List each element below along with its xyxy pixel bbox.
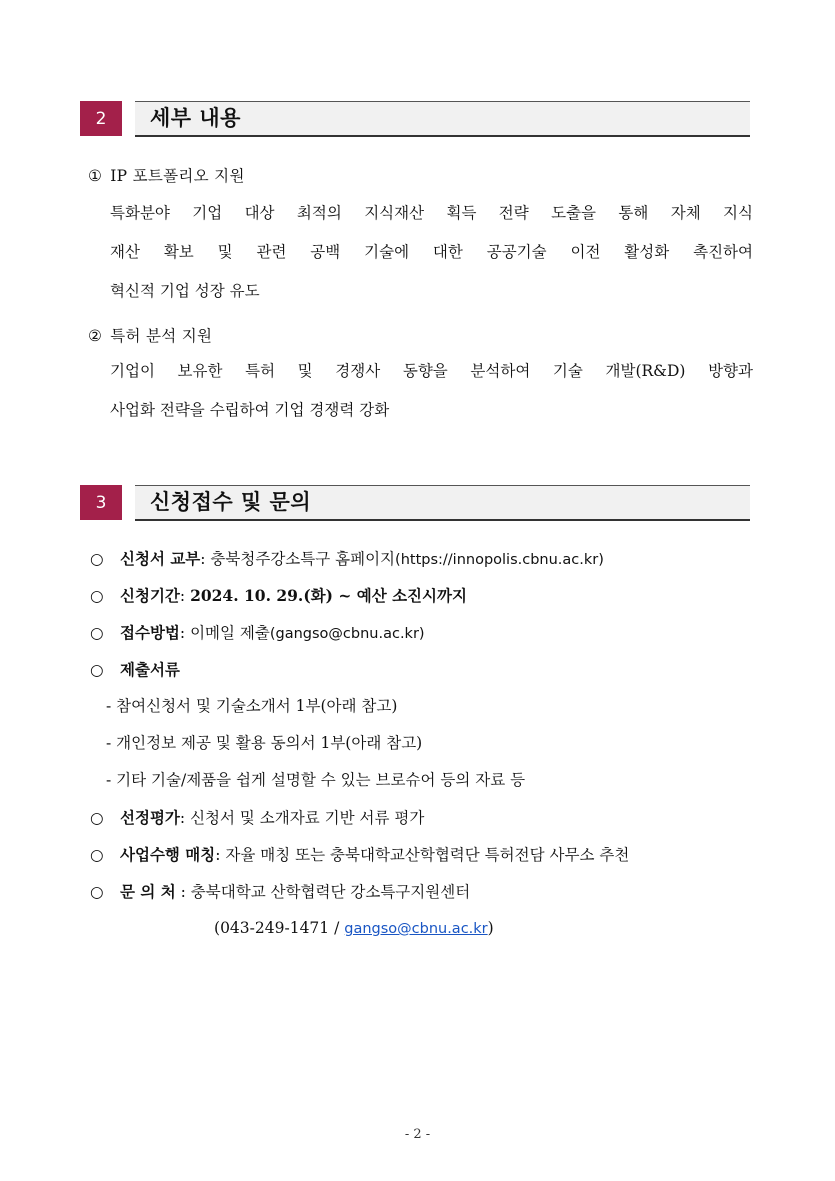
list-item: [90, 577, 770, 614]
item-text: 자율 매칭 또는 충북대학교산학협력단 특허전담 사무소 추천: [225, 846, 630, 864]
list-item: [90, 614, 770, 651]
contact-email-link[interactable]: gangso@cbnu.ac.kr: [344, 921, 488, 937]
item-text: 충북청주강소특구 홈페이지: [210, 550, 396, 568]
item-label: 신청기간: [120, 586, 180, 605]
separator: :: [175, 883, 191, 901]
description-line: 특화분야 기업 대상 최적의 지식재산 획득 전략 도출을 통해 자체 지식: [110, 204, 753, 222]
page-number: - 2 -: [404, 1127, 431, 1142]
list-item: [90, 873, 770, 910]
circle-bullet-icon: ○: [90, 587, 104, 605]
paren-open: (: [214, 919, 221, 937]
homepage-url: (https://innopolis.cbnu.ac.kr): [395, 552, 604, 568]
application-period: 2024. 10. 29.(화) ~ 예산 소진시까지: [190, 586, 467, 605]
separator: :: [200, 550, 211, 568]
separator: :: [179, 624, 191, 642]
circle-bullet-icon: ○: [90, 883, 104, 901]
sub-list-item: - 개인정보 제공 및 활용 동의서 1부(아래 참고): [106, 734, 423, 752]
item-title-text: 특허 분석 지원: [110, 327, 213, 345]
item-label: 접수방법: [120, 623, 180, 642]
section-3-header: [80, 485, 750, 520]
contact-line: [90, 910, 770, 947]
application-info-list: [90, 540, 770, 947]
section-title: 신청접수 및 문의: [150, 490, 312, 514]
separator: :: [179, 587, 191, 605]
section-title: 세부 내용: [150, 106, 241, 130]
item-title-patent-analysis: [88, 324, 212, 346]
item-description: [110, 352, 753, 430]
item-label: 신청서 교부: [120, 549, 201, 568]
item-description: [110, 194, 753, 311]
contact-phone: 043-249-1471: [220, 919, 330, 937]
section-2-header: [80, 101, 750, 136]
section-number: 2: [80, 101, 122, 136]
description-line: 혁신적 기업 성장 유도: [110, 282, 260, 300]
circle-bullet-icon: ○: [90, 809, 104, 827]
description-line: 재산 확보 및 관련 공백 기술에 대한 공공기술 이전 활성화 촉진하여: [110, 243, 753, 261]
paren-close: ): [487, 919, 494, 937]
item-label: 문 의 처: [120, 882, 176, 901]
circled-number: ①: [88, 167, 103, 185]
circle-bullet-icon: ○: [90, 624, 104, 642]
list-item: [90, 836, 770, 873]
item-text: 충북대학교 산학협력단 강소특구지원센터: [190, 883, 471, 901]
item-text: 이메일 제출: [190, 624, 270, 642]
separator: :: [179, 809, 191, 827]
circle-bullet-icon: ○: [90, 550, 104, 568]
item-title-text: IP 포트폴리오 지원: [110, 167, 245, 185]
sub-list-item: - 기타 기술/제품을 쉽게 설명할 수 있는 브로슈어 등의 자료 등: [106, 771, 526, 789]
submission-email: (gangso@cbnu.ac.kr): [269, 626, 425, 642]
circle-bullet-icon: ○: [90, 661, 104, 679]
item-label: 제출서류: [120, 660, 180, 679]
list-item: [90, 540, 770, 577]
item-label: 사업수행 매칭: [120, 845, 216, 864]
circled-number: ②: [88, 327, 103, 345]
list-item: [90, 651, 770, 688]
sub-list-item: - 참여신청서 및 기술소개서 1부(아래 참고): [106, 697, 398, 715]
separator: /: [329, 919, 345, 937]
list-item: [90, 799, 770, 836]
separator: :: [215, 846, 226, 864]
description-line: 사업화 전략을 수립하여 기업 경쟁력 강화: [110, 401, 390, 419]
description-line: 기업이 보유한 특허 및 경쟁사 동향을 분석하여 기술 개발(R&D) 방향과: [110, 362, 753, 380]
item-title-ip-portfolio: [88, 164, 245, 186]
item-label: 선정평가: [120, 808, 180, 827]
circle-bullet-icon: ○: [90, 846, 104, 864]
section-number: 3: [80, 485, 122, 520]
item-text: 신청서 및 소개자료 기반 서류 평가: [190, 809, 425, 827]
